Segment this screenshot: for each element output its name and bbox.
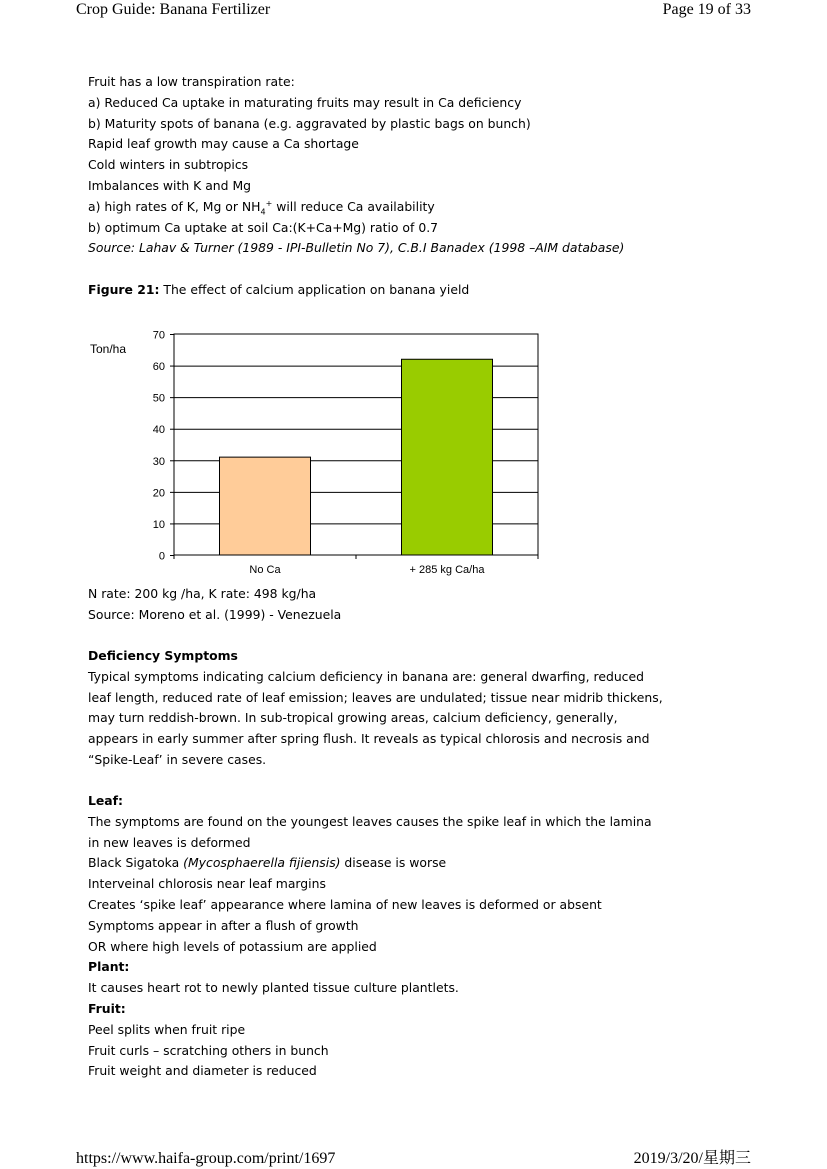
y-tick-label: 20 xyxy=(152,487,165,500)
y-tick-label: 30 xyxy=(152,455,165,468)
text-line: The symptoms are found on the youngest leaves causes the spike leaf in which the lamina xyxy=(88,813,652,829)
text-line: leaf length, reduced rate of leaf emission; leaves are undulated; tissue near midrib thickens, xyxy=(88,689,663,705)
text-line: Typical symptoms indicating calcium deficiency in banana are: general dwarfing, reduced xyxy=(88,668,644,684)
text-line: Creates ‘spike leaf’ appearance where lamina of new leaves is deformed or absent xyxy=(88,896,602,912)
text-line: Source: Moreno et al. (1999) - Venezuela xyxy=(88,606,342,622)
text-line: Fruit weight and diameter is reduced xyxy=(88,1063,317,1079)
leaf-heading: Leaf: xyxy=(88,793,124,808)
text-run: a) high rates of K, Mg or NH xyxy=(88,198,261,214)
subscript: 4 xyxy=(260,207,266,217)
y-axis-title: Ton/ha xyxy=(90,342,127,356)
text-line: a) Reduced Ca uptake in maturating fruits may result in Ca deficiency xyxy=(88,94,522,110)
text-line: It causes heart rot to newly planted tissue culture plantlets. xyxy=(88,980,459,996)
footer-url: https://www.haifa-group.com/print/1697 xyxy=(76,1150,336,1167)
text-line: b) optimum Ca uptake at soil Ca:(K+Ca+Mg) ratio of 0.7 xyxy=(88,219,439,235)
text-line: Peel splits when fruit ripe xyxy=(88,1021,246,1037)
text-line: Cold winters in subtropics xyxy=(88,157,249,173)
plant-heading: Plant: xyxy=(88,959,130,975)
text-line: OR where high levels of potassium are applied xyxy=(88,938,377,954)
fruit-heading: Fruit: xyxy=(88,1000,126,1016)
text-line: Fruit curls – scratching others in bunch xyxy=(88,1042,329,1058)
text-line xyxy=(88,853,648,874)
header-page-number: Page 19 of 33 xyxy=(662,1,751,18)
figure-label: Figure 21: xyxy=(88,282,160,297)
symptoms-detail-section xyxy=(88,791,652,1082)
footer-date: 2019/3/20/星期三 xyxy=(633,1150,751,1167)
calcium-yield-chart xyxy=(88,325,558,580)
section-heading: Deficiency Symptoms xyxy=(88,648,238,663)
text-line: “Spike-Leaf’ in severe cases. xyxy=(88,751,267,767)
text-line: Symptoms appear in after a flush of growth xyxy=(88,917,359,933)
y-tick-label: 60 xyxy=(152,361,165,374)
figure-notes xyxy=(88,584,648,626)
x-tick-label: + 285 kg Ca/ha xyxy=(409,564,485,576)
y-tick-label: 10 xyxy=(152,518,165,531)
figure-caption xyxy=(88,280,648,301)
text-run: will reduce Ca availability xyxy=(272,198,435,214)
y-tick-label: 70 xyxy=(152,329,165,342)
deficiency-symptoms-section xyxy=(88,646,663,771)
x-tick-label: No Ca xyxy=(249,564,281,576)
text-line: in new leaves is deformed xyxy=(88,834,251,850)
source-citation: Source: Lahav & Turner (1989 - IPI-Bulletin No 7), C.B.I Banadex (1998 –AIM database) xyxy=(88,240,625,256)
text-line xyxy=(88,197,648,218)
text-line: Fruit has a low transpiration rate: xyxy=(88,74,295,89)
causes-section xyxy=(88,72,648,259)
species-name: (Mycosphaerella fijiensis) xyxy=(183,855,341,871)
bar xyxy=(220,457,311,555)
text-line: appears in early summer after spring flush. It reveals as typical chlorosis and necrosis and xyxy=(88,731,650,747)
superscript: + xyxy=(265,198,273,208)
text-line: Rapid leaf growth may cause a Ca shortage xyxy=(88,136,359,152)
figure-caption-text: The effect of calcium application on banana yield xyxy=(159,282,470,297)
text-line: Interveinal chlorosis near leaf margins xyxy=(88,876,326,892)
y-tick-label: 0 xyxy=(158,550,165,563)
header-title: Crop Guide: Banana Fertilizer xyxy=(76,1,271,18)
text-line: N rate: 200 kg /ha, K rate: 498 kg/ha xyxy=(88,586,317,601)
text-line: may turn reddish-brown. In sub-tropical growing areas, calcium deficiency, generally, xyxy=(88,710,618,726)
y-tick-label: 50 xyxy=(152,392,165,405)
text-run: Black Sigatoka xyxy=(88,855,184,871)
text-line: b) Maturity spots of banana (e.g. aggravated by plastic bags on bunch) xyxy=(88,115,531,131)
text-line: Imbalances with K and Mg xyxy=(88,177,251,193)
text-run: disease is worse xyxy=(340,855,447,871)
bar xyxy=(402,359,493,555)
y-tick-label: 40 xyxy=(152,424,165,437)
